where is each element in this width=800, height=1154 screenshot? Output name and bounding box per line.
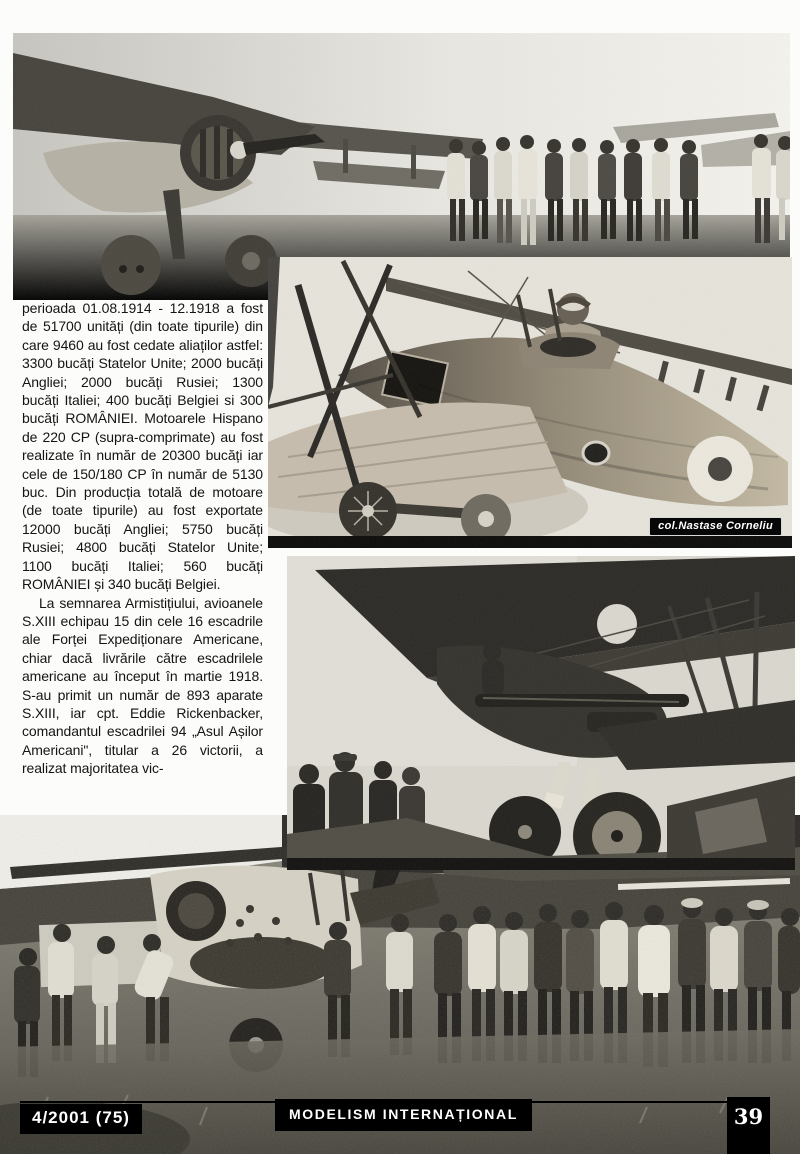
article-text-column (22, 299, 263, 807)
photo-pilot-cockpit-art (268, 257, 792, 548)
article-paragraph: La semnarea Armistițiului, avioanele S.XIII echipau 15 din cele 16 escadrile ale Forței Expediționare Americane, chiar dacă livrările către escadrilele americane au început în martie 1918. S-au primit un număr de 893 aparate S.XIII, iar cpt. Eddie Rickenbacker, comandantul escadrilei 94 „Asul Așilor Americani", titular a 26 victorii, a realizat majoritatea vic- (22, 594, 263, 777)
issue-badge: 4/2001 (75) (20, 1104, 142, 1134)
article-paragraph: perioada 01.08.1914 - 12.1918 a fost de 51700 unități (din toate tipurile) din care 9460 au fost cedate aliaților astfel: 3300 bucăți Statelor Unite; 2000 bucăți Angliei; 2000 bucăți Rusiei; 1300 bucăți Italiei; 400 bucăți Belgiei si 300 bucăți ROMÂNIEI. Motoarele Hispano de 220 CP (supra-comprimate) au fost realizate în număr de 20300 bucăți iar cele de 150/180 CP în număr de 5130 buc. Din producția totală de motoare (de toate tipurile) au fost exportate 12000 bucăți Angliei; 5750 bucăți Rusiei; 4800 bucăți Statelor Unite; 1100 bucăți Italiei; 560 bucăți ROMÂNIEI și 340 bucăți Belgiei. (22, 300, 263, 593)
photo-pilot-cockpit (268, 257, 792, 548)
magazine-title-bar: MODELISM INTERNAȚIONAL (275, 1099, 532, 1131)
photo-caption-badge: col.Nastase Corneliu (649, 517, 782, 536)
photo-spad-with-soldiers (287, 556, 795, 870)
page-number-badge: 39 (727, 1097, 770, 1154)
photo-spad-with-soldiers-art (287, 556, 795, 870)
